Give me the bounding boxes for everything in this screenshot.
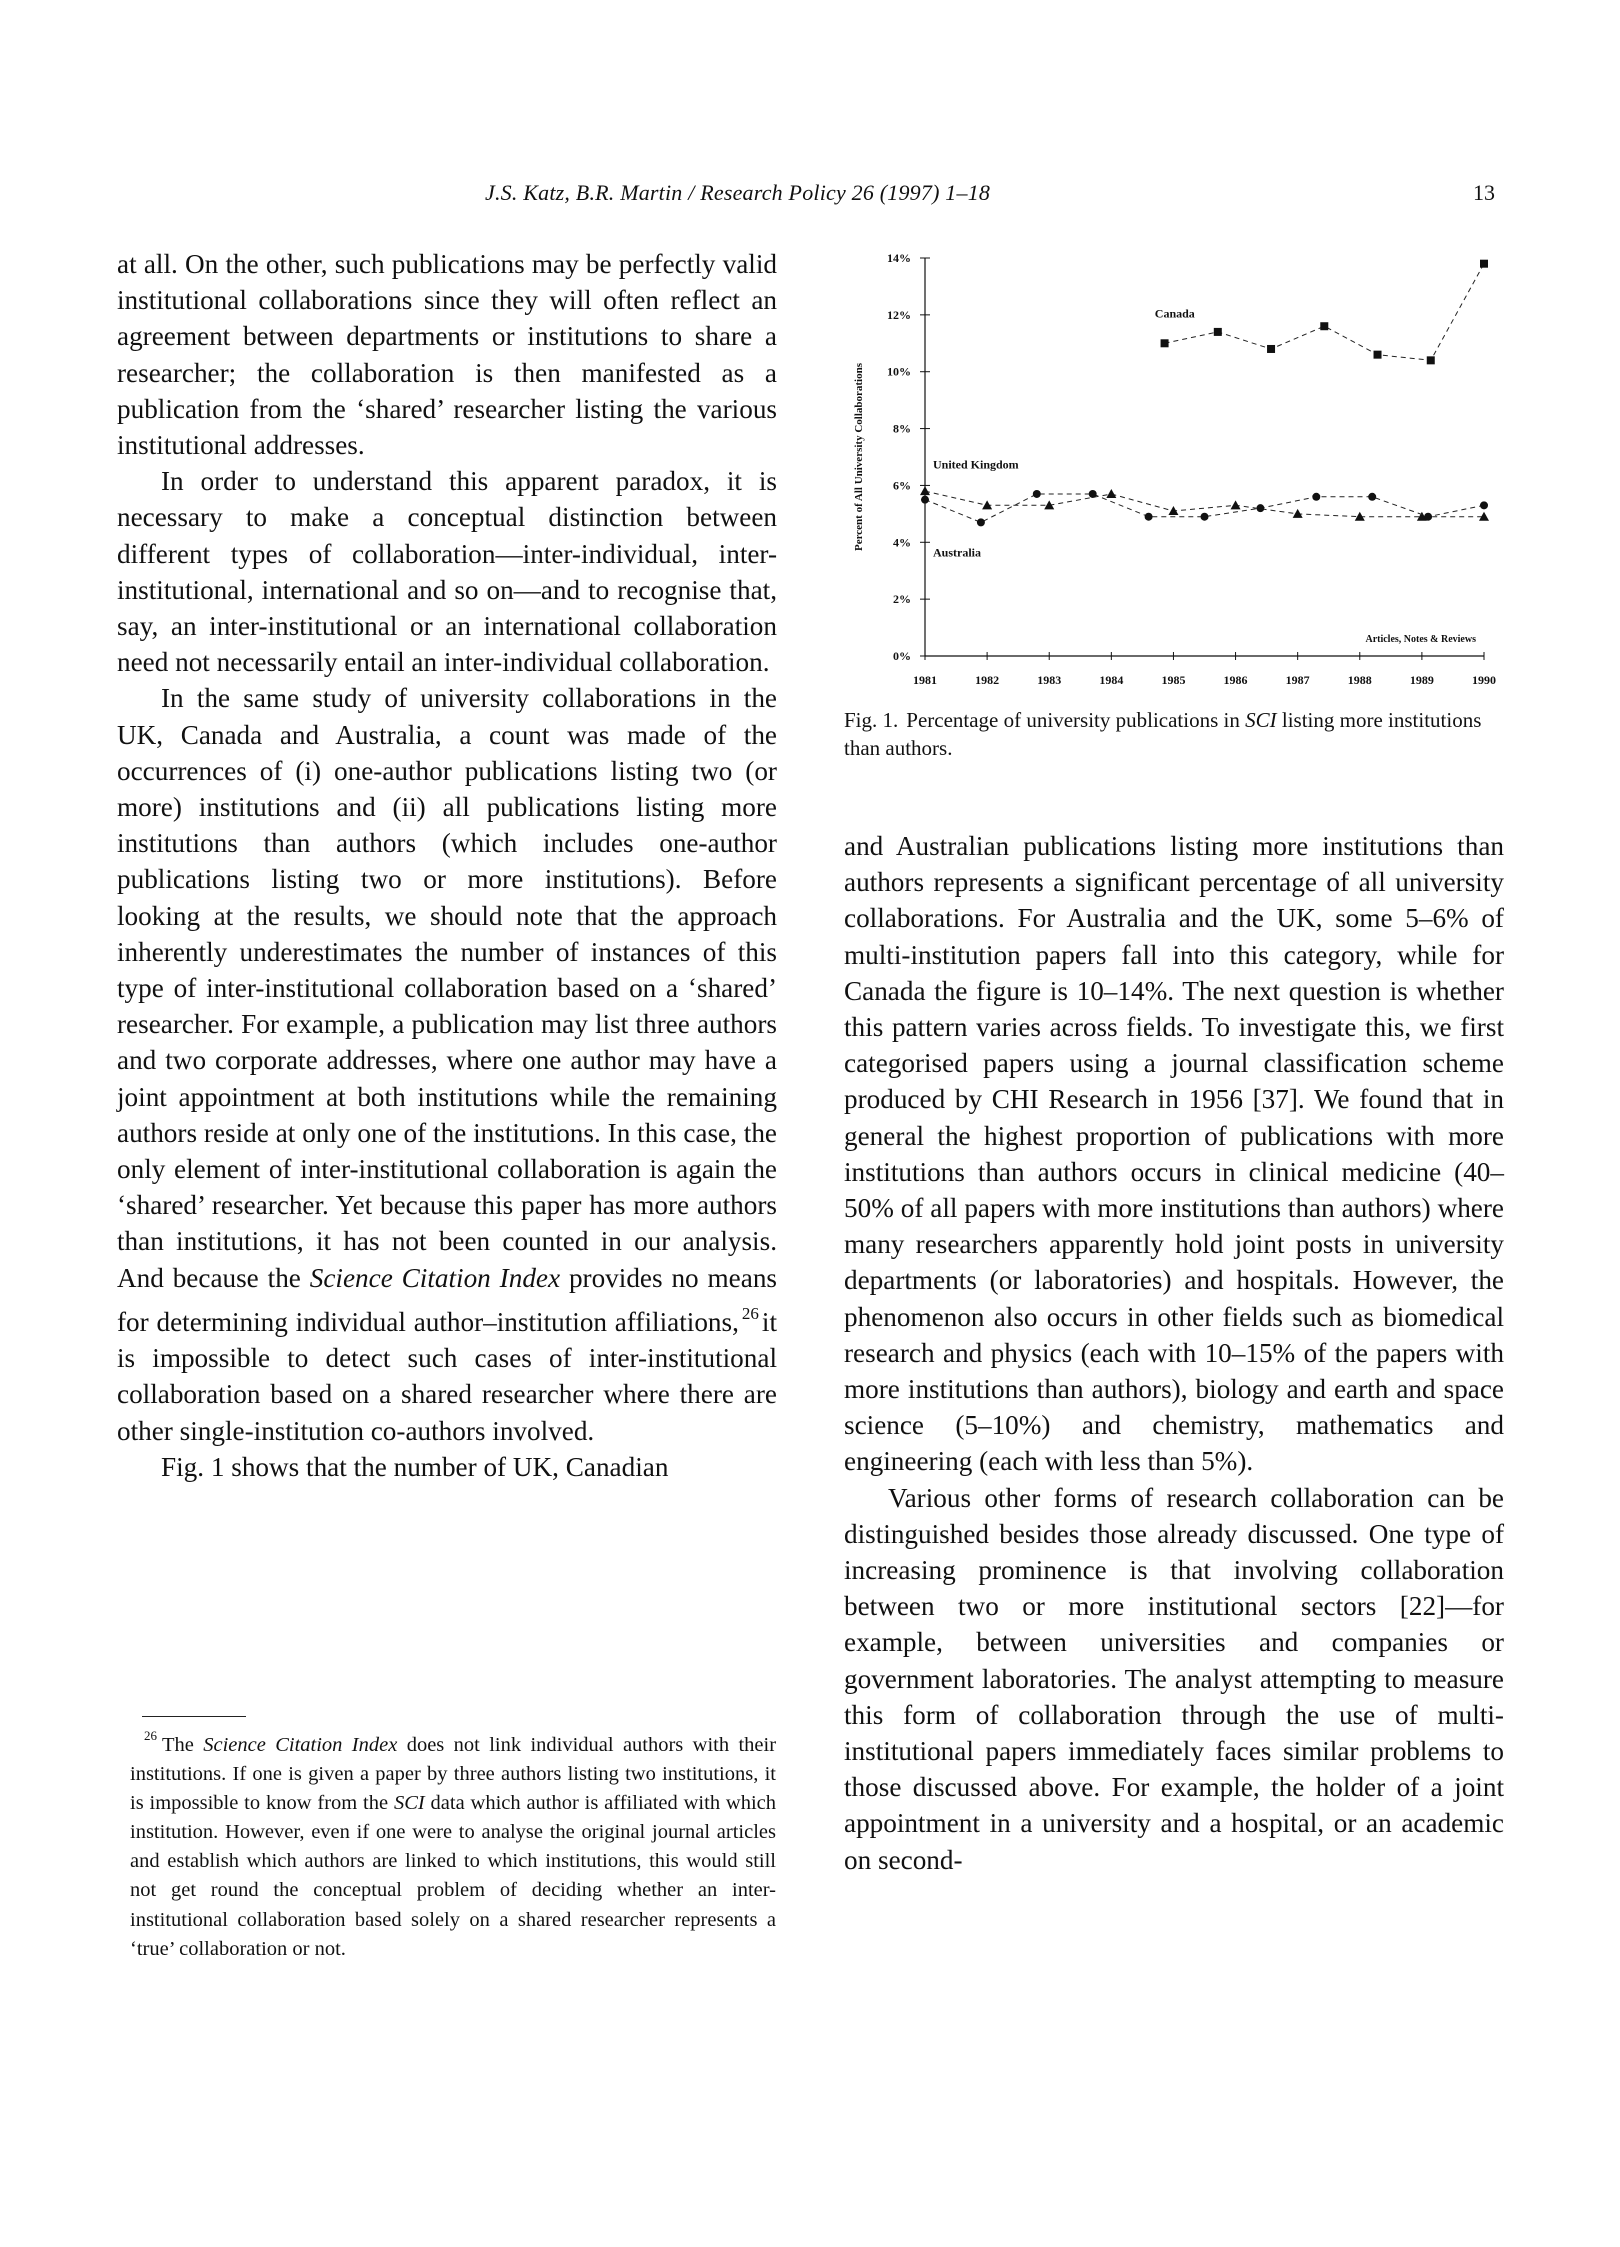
x-tick-label: 1983 [1037, 673, 1062, 687]
footnote-ref[interactable]: 26 [741, 1303, 759, 1323]
data-point-triangle [1293, 509, 1303, 518]
data-point-circle [1033, 490, 1041, 498]
series-label: United Kingdom [933, 457, 1019, 472]
y-tick-label: 10% [887, 364, 911, 379]
data-point-triangle [1106, 489, 1116, 498]
text-run: listing more institutions than authors. [844, 708, 1482, 760]
data-point-square [1480, 260, 1488, 268]
x-tick-label: 1987 [1285, 673, 1310, 687]
x-tick-label: 1988 [1347, 673, 1372, 687]
data-point-square [1161, 339, 1169, 347]
paragraph: and Australian publications listing more institutions than authors represents a significant percentage of all university collaborations. For Australia and the UK, some 5–6% of multi-institution papers fall into this category, while for Canada the figure is 10–14%. The next question is whether this pattern varies across fields. To investigate this, we first categorised papers using a journal classification scheme produced by CHI Research in 1956 [37]. We found that in general the highest proportion of publications with more institutions than authors occurs in clinical medicine (40–50% of all papers with more institutions than authors) where many researchers apparently hold joint posts in university departments (or laboratories) and hospitals. However, the phenomenon also occurs in other fields such as biomedical research and physics (each with 10–15% of the papers with more institutions than authors), biology and earth and space science (5–10%) and chemistry, mathematics and engineering (each with less than 5%). [844, 831, 1504, 1477]
x-tick-label: 1985 [1161, 673, 1186, 687]
data-point-circle [1480, 501, 1488, 509]
text-run: Percentage of university publications in [906, 708, 1240, 732]
series-label: Australia [933, 545, 981, 560]
y-tick-label: 4% [893, 535, 911, 550]
figure-1-chart [844, 246, 1510, 706]
text-run: In the same study of university collaborations in the UK, Canada and Australia, a count was made of the occurrences of (i) one-author publications listing two (or more) institutions and (ii) all publications listing more institutions than authors (which includes one-author publications listing two or more institutions). Before looking at the results, we should note that the approach inherently underestimates the number of instances of this type of inter-institutional collaboration based on a ‘shared’ researcher. For example, a publication may list three authors and two corporate addresses, where one author may have a joint appointment at both institutions while the remaining authors reside at only one of the institutions. In this case, the only element of inter-institutional collaboration is again the ‘shared’ researcher. Yet because this paper has more authors than institutions, it has not been counted in our analysis. And because the [117, 683, 777, 1293]
data-point-square [1267, 345, 1275, 353]
data-point-triangle [920, 486, 930, 495]
line-chart [844, 246, 1510, 706]
text-run: it is impossible to detect such cases of inter-institutional collaboration based on a shared researcher where there are other single-institution co-authors involved. [117, 1306, 777, 1446]
x-tick-label: 1989 [1409, 673, 1434, 687]
data-point-circle [1201, 513, 1209, 521]
text-run: provides no means for determining individual author–institution affiliations, [117, 1262, 777, 1337]
x-tick-label: 1990 [1472, 673, 1496, 687]
footnote-number: 26 [144, 1728, 157, 1743]
text-run-italic: Science Citation Index [309, 1262, 561, 1293]
y-tick-label: 0% [893, 649, 911, 663]
right-column [844, 828, 1504, 1878]
paragraph: at all. On the other, such publications may be perfectly valid institutional collaborations since they will often reflect an agreement between departments or institutions to share a researcher; the collaboration is then manifested as a publication from the ‘shared’ researcher listing the various institutional addresses. [117, 249, 777, 461]
data-point-circle [1368, 493, 1376, 501]
paragraph: In order to understand this apparent paradox, it is necessary to make a conceptual distinction between different types of collaboration—inter-individual, inter-institutional, international and so on—and to recognise that, say, an inter-institutional or an international collaboration need not necessarily entail an inter-individual collaboration. [117, 466, 777, 678]
data-point-circle [977, 518, 985, 526]
data-point-circle [1312, 493, 1320, 501]
caption-label: Fig. 1. [844, 708, 899, 732]
paragraph [117, 680, 777, 1448]
data-point-square [1214, 328, 1222, 336]
paragraph: Various other forms of research collaboration can be distinguished besides those already discussed. One type of increasing prominence is that involving collaboration between two or more institutional sectors [22]—for example, between universities and companies or government laboratories. The analyst attempting to measure this form of collaboration through the use of multi-institutional papers immediately faces similar problems to those discussed above. For example, the holder of a joint appointment in a university and a hospital, or an academic on second- [844, 1482, 1504, 1875]
x-tick-label: 1982 [975, 673, 1000, 687]
y-tick-label: 14% [887, 251, 911, 265]
text-run: does not link individual authors with their institutions. If one is given a paper by three authors listing two institutions, it is impossible to know from the [130, 1734, 777, 1815]
left-column [117, 246, 777, 1485]
page-number: 13 [1473, 180, 1495, 205]
chart-note: Articles, Notes & Reviews [1365, 634, 1476, 645]
x-tick-label: 1986 [1223, 673, 1248, 687]
paragraph: Fig. 1 shows that the number of UK, Canadian [161, 1451, 669, 1482]
x-tick-label: 1984 [1099, 673, 1124, 687]
x-tick-label: 1981 [913, 673, 937, 687]
data-point-circle [921, 496, 929, 504]
text-run-italic: SCI [393, 1792, 425, 1815]
data-point-circle [1256, 504, 1264, 512]
y-tick-label: 2% [893, 592, 911, 607]
running-title: J.S. Katz, B.R. Martin / Research Policy 26 (1997) 1–18 [485, 180, 991, 205]
data-point-triangle [1231, 500, 1241, 509]
data-point-square [1427, 356, 1435, 364]
figure-caption [844, 706, 1494, 762]
y-tick-label: 6% [893, 478, 911, 493]
data-point-circle [1424, 513, 1432, 521]
data-point-square [1320, 322, 1328, 330]
footnote [130, 1716, 776, 1964]
data-point-circle [1089, 490, 1097, 498]
data-point-circle [1145, 513, 1153, 521]
text-run: data which author is affiliated with which institution. However, even if one were to analyse the original journal articles and establish which authors are linked to which institutions, this would still not get round the conceptual problem of deciding whether an inter-institutional collaboration based solely on a shared researcher represents a ‘true’ collaboration or not. [130, 1792, 777, 1960]
text-run-italic: Science Citation Index [203, 1734, 398, 1756]
series-line [1165, 264, 1484, 361]
text-run: The [162, 1734, 194, 1756]
y-axis-label: Percent of All University Collaborations [853, 363, 865, 551]
y-tick-label: 12% [887, 307, 911, 322]
series-label: Canada [1154, 306, 1195, 321]
text-run-italic: SCI [1245, 708, 1277, 732]
y-tick-label: 8% [893, 421, 911, 436]
footnote-rule [142, 1716, 246, 1717]
running-header [0, 180, 1620, 210]
data-point-square [1374, 351, 1382, 359]
